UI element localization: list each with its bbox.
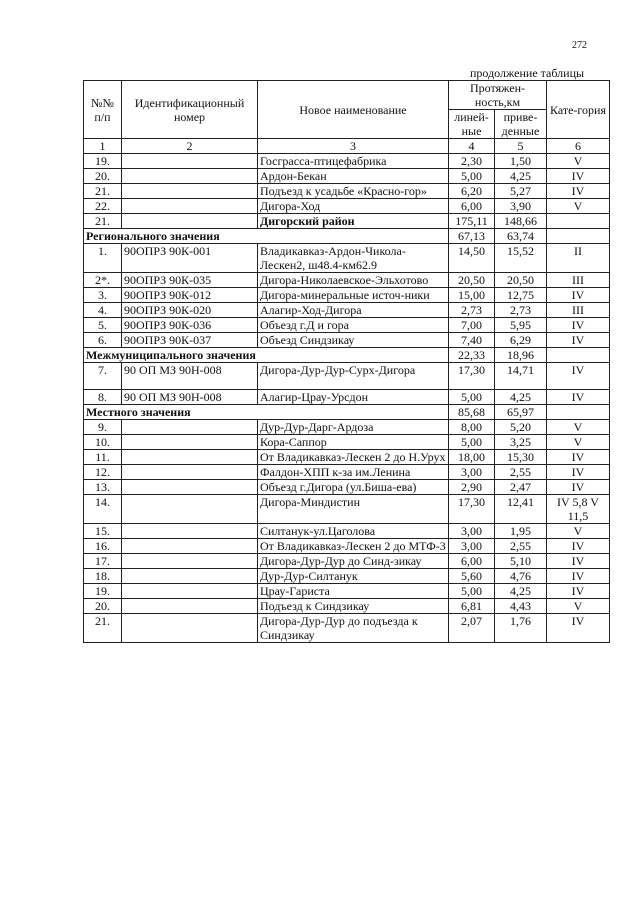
road-name: Объезд г.Дигора (ул.Биша-ева) — [258, 480, 449, 495]
reduced-length: 65,97 — [495, 405, 547, 420]
page-number: 272 — [572, 40, 587, 51]
linear-length: 5,00 — [449, 390, 495, 405]
linear-length: 6,81 — [449, 599, 495, 614]
road-id: 90 ОП МЗ 90Н-008 — [122, 390, 258, 405]
road-id — [122, 199, 258, 214]
category: IV — [547, 288, 610, 303]
table-row — [84, 199, 610, 214]
linear-length: 17,30 — [449, 363, 495, 390]
road-name: Подъезд к усадьбе «Красно-гор» — [258, 184, 449, 199]
road-id: 90 ОП МЗ 90Н-008 — [122, 363, 258, 390]
road-name: Ардон-Бекан — [258, 169, 449, 184]
category: V — [547, 154, 610, 169]
table-row — [84, 524, 610, 539]
category: V — [547, 435, 610, 450]
road-name: Дигора-Дур-Дур до Синд-зикау — [258, 554, 449, 569]
linear-length: 2,07 — [449, 614, 495, 643]
category: IV — [547, 584, 610, 599]
row-number: 4. — [84, 303, 122, 318]
linear-length: 3,00 — [449, 539, 495, 554]
row-number: 10. — [84, 435, 122, 450]
road-id — [122, 599, 258, 614]
linear-length: 20,50 — [449, 273, 495, 288]
table-row — [84, 539, 610, 554]
category: IV — [547, 480, 610, 495]
reduced-length: 4,43 — [495, 599, 547, 614]
section-row — [84, 405, 610, 420]
category — [547, 229, 610, 244]
reduced-length: 1,76 — [495, 614, 547, 643]
reduced-length: 14,71 — [495, 363, 547, 390]
road-name: Фалдон-ХПП к-за им.Ленина — [258, 465, 449, 480]
category: IV — [547, 554, 610, 569]
reduced-length: 3,90 — [495, 199, 547, 214]
row-number: 12. — [84, 465, 122, 480]
category — [547, 405, 610, 420]
column-number: 6 — [547, 139, 610, 154]
linear-length: 2,90 — [449, 480, 495, 495]
reduced-length: 4,25 — [495, 390, 547, 405]
row-number: 13. — [84, 480, 122, 495]
reduced-length: 12,41 — [495, 495, 547, 524]
category: IV — [547, 614, 610, 643]
row-number: 21. — [84, 214, 122, 229]
table-row — [84, 333, 610, 348]
road-name: Силтанук-ул.Цаголова — [258, 524, 449, 539]
section-title: Местного значения — [84, 405, 449, 420]
category — [547, 214, 610, 229]
road-id — [122, 154, 258, 169]
row-number: 21. — [84, 614, 122, 643]
category: III — [547, 273, 610, 288]
table-row — [84, 554, 610, 569]
category: IV — [547, 333, 610, 348]
road-name: Дигора-Ход — [258, 199, 449, 214]
table-header — [84, 81, 610, 139]
table-row — [84, 599, 610, 614]
table-row — [84, 273, 610, 288]
row-number: 7. — [84, 363, 122, 390]
row-number: 20. — [84, 599, 122, 614]
row-number: 1. — [84, 244, 122, 273]
table-row — [84, 363, 610, 390]
reduced-length: 4,25 — [495, 169, 547, 184]
table-row — [84, 465, 610, 480]
roads-table — [83, 80, 610, 643]
table-row — [84, 450, 610, 465]
table-row — [84, 154, 610, 169]
linear-length: 15,00 — [449, 288, 495, 303]
category: IV — [547, 450, 610, 465]
table-row — [84, 288, 610, 303]
category: IV — [547, 169, 610, 184]
header-name: Новое наименование — [258, 81, 449, 139]
road-name: Дур-Дур-Силтанук — [258, 569, 449, 584]
category: IV — [547, 539, 610, 554]
reduced-length: 12,75 — [495, 288, 547, 303]
column-number: 3 — [258, 139, 449, 154]
header-category: Кате-гория — [547, 81, 610, 139]
section-row — [84, 229, 610, 244]
column-number: 4 — [449, 139, 495, 154]
linear-length: 5,60 — [449, 569, 495, 584]
linear-length: 3,00 — [449, 524, 495, 539]
road-id — [122, 169, 258, 184]
road-id — [122, 184, 258, 199]
linear-length: 67,13 — [449, 229, 495, 244]
category: IV — [547, 318, 610, 333]
table-continuation-label: продолжение таблицы — [470, 66, 585, 80]
road-name: От Владикавказ-Лескен 2 до Н.Урух — [258, 450, 449, 465]
road-id: 90ОПРЗ 90К-020 — [122, 303, 258, 318]
linear-length: 5,00 — [449, 584, 495, 599]
reduced-length: 2,47 — [495, 480, 547, 495]
road-name: Црау-Гариста — [258, 584, 449, 599]
reduced-length: 2,73 — [495, 303, 547, 318]
table-row — [84, 614, 610, 643]
linear-length: 6,00 — [449, 199, 495, 214]
row-number: 21. — [84, 184, 122, 199]
road-name: Дур-Дур-Дарг-Ардоза — [258, 420, 449, 435]
road-name: Дигора-Дур-Дур-Сурх-Дигора — [258, 363, 449, 390]
reduced-length: 15,52 — [495, 244, 547, 273]
category: IV — [547, 390, 610, 405]
road-name: Алагир-Ход-Дигора — [258, 303, 449, 318]
reduced-length: 5,95 — [495, 318, 547, 333]
road-name: Дигора-Миндистин — [258, 495, 449, 524]
reduced-length: 148,66 — [495, 214, 547, 229]
reduced-length: 5,10 — [495, 554, 547, 569]
road-id: 90ОПРЗ 90К-012 — [122, 288, 258, 303]
reduced-length: 1,95 — [495, 524, 547, 539]
road-name: Подъезд к Синдзикау — [258, 599, 449, 614]
category: II — [547, 244, 610, 273]
row-number: 19. — [84, 584, 122, 599]
header-id: Идентификационный номер — [122, 81, 258, 139]
header-linear: линей-ные — [449, 110, 495, 139]
row-number: 9. — [84, 420, 122, 435]
linear-length: 85,68 — [449, 405, 495, 420]
reduced-length: 2,55 — [495, 465, 547, 480]
row-number: 22. — [84, 199, 122, 214]
table-row — [84, 303, 610, 318]
road-id — [122, 465, 258, 480]
linear-length: 7,00 — [449, 318, 495, 333]
linear-length: 14,50 — [449, 244, 495, 273]
section-title: Регионального значения — [84, 229, 449, 244]
linear-length: 175,11 — [449, 214, 495, 229]
reduced-length: 5,27 — [495, 184, 547, 199]
row-number: 19. — [84, 154, 122, 169]
road-id — [122, 569, 258, 584]
table-row — [84, 495, 610, 524]
row-number: 20. — [84, 169, 122, 184]
linear-length: 5,00 — [449, 169, 495, 184]
road-id: 90ОПРЗ 90К-036 — [122, 318, 258, 333]
table-row — [84, 569, 610, 584]
road-id — [122, 554, 258, 569]
row-number: 16. — [84, 539, 122, 554]
reduced-length: 3,25 — [495, 435, 547, 450]
road-id — [122, 480, 258, 495]
header-no: №№ п/п — [84, 81, 122, 139]
road-name: Госграсса-птицефабрика — [258, 154, 449, 169]
reduced-length: 63,74 — [495, 229, 547, 244]
table-row — [84, 480, 610, 495]
reduced-length: 6,29 — [495, 333, 547, 348]
road-name: Дигорский район — [258, 214, 449, 229]
header-length: Протяжен-ность,км — [449, 81, 547, 110]
table-row — [84, 169, 610, 184]
reduced-length: 20,50 — [495, 273, 547, 288]
linear-length: 7,40 — [449, 333, 495, 348]
linear-length: 6,00 — [449, 554, 495, 569]
header-reduced: приве-денные — [495, 110, 547, 139]
road-id: 90ОПРЗ 90К-001 — [122, 244, 258, 273]
row-number: 15. — [84, 524, 122, 539]
road-id: 90ОПРЗ 90К-035 — [122, 273, 258, 288]
table-row — [84, 584, 610, 599]
category: IV — [547, 465, 610, 480]
table-row — [84, 318, 610, 333]
road-name: Дигора-Дур-Дур до подъезда к Синдзикау — [258, 614, 449, 643]
row-number: 3. — [84, 288, 122, 303]
road-id — [122, 495, 258, 524]
category: V — [547, 599, 610, 614]
road-id: 90ОПРЗ 90К-037 — [122, 333, 258, 348]
table-row — [84, 435, 610, 450]
section-title: Межмуниципального значения — [84, 348, 449, 363]
table-body — [84, 139, 610, 643]
category — [547, 348, 610, 363]
table-row — [84, 420, 610, 435]
road-id — [122, 614, 258, 643]
reduced-length: 1,50 — [495, 154, 547, 169]
reduced-length: 4,76 — [495, 569, 547, 584]
row-number: 2*. — [84, 273, 122, 288]
category: V — [547, 199, 610, 214]
reduced-length: 4,25 — [495, 584, 547, 599]
linear-length: 22,33 — [449, 348, 495, 363]
column-number: 5 — [495, 139, 547, 154]
road-name: Кора-Саппор — [258, 435, 449, 450]
road-name: Дигора-минеральные источ-ники — [258, 288, 449, 303]
category: V — [547, 524, 610, 539]
row-number: 17. — [84, 554, 122, 569]
road-id — [122, 539, 258, 554]
road-id — [122, 420, 258, 435]
linear-length: 8,00 — [449, 420, 495, 435]
linear-length: 17,30 — [449, 495, 495, 524]
linear-length: 2,73 — [449, 303, 495, 318]
column-number: 1 — [84, 139, 122, 154]
category: IV — [547, 184, 610, 199]
linear-length: 5,00 — [449, 435, 495, 450]
table-row — [84, 390, 610, 405]
row-number: 14. — [84, 495, 122, 524]
road-id — [122, 524, 258, 539]
road-name: Дигора-Николаевское-Эльхотово — [258, 273, 449, 288]
linear-length: 6,20 — [449, 184, 495, 199]
linear-length: 18,00 — [449, 450, 495, 465]
road-name: Алагир-Црау-Урсдон — [258, 390, 449, 405]
reduced-length: 5,20 — [495, 420, 547, 435]
road-name: Объезд г.Д и гора — [258, 318, 449, 333]
row-number: 8. — [84, 390, 122, 405]
category: IV — [547, 363, 610, 390]
road-id — [122, 584, 258, 599]
category: III — [547, 303, 610, 318]
road-name: От Владикавказ-Лескен 2 до МТФ-3 — [258, 539, 449, 554]
road-name: Владикавказ-Ардон-Чикола-Лескен2, ш48.4-км62.9 — [258, 244, 449, 273]
row-number: 5. — [84, 318, 122, 333]
column-number: 2 — [122, 139, 258, 154]
table-row — [84, 244, 610, 273]
reduced-length: 2,55 — [495, 539, 547, 554]
road-id — [122, 214, 258, 229]
district-total-row — [84, 214, 610, 229]
linear-length: 2,30 — [449, 154, 495, 169]
reduced-length: 18,96 — [495, 348, 547, 363]
reduced-length: 15,30 — [495, 450, 547, 465]
table-row — [84, 184, 610, 199]
row-number: 18. — [84, 569, 122, 584]
linear-length: 3,00 — [449, 465, 495, 480]
category: V — [547, 420, 610, 435]
row-number: 6. — [84, 333, 122, 348]
road-id — [122, 450, 258, 465]
section-row — [84, 348, 610, 363]
row-number: 11. — [84, 450, 122, 465]
column-numbers-row — [84, 139, 610, 154]
category: IV 5,8 V 11,5 — [547, 495, 610, 524]
category: IV — [547, 569, 610, 584]
road-name: Объезд Синдзикау — [258, 333, 449, 348]
road-id — [122, 435, 258, 450]
